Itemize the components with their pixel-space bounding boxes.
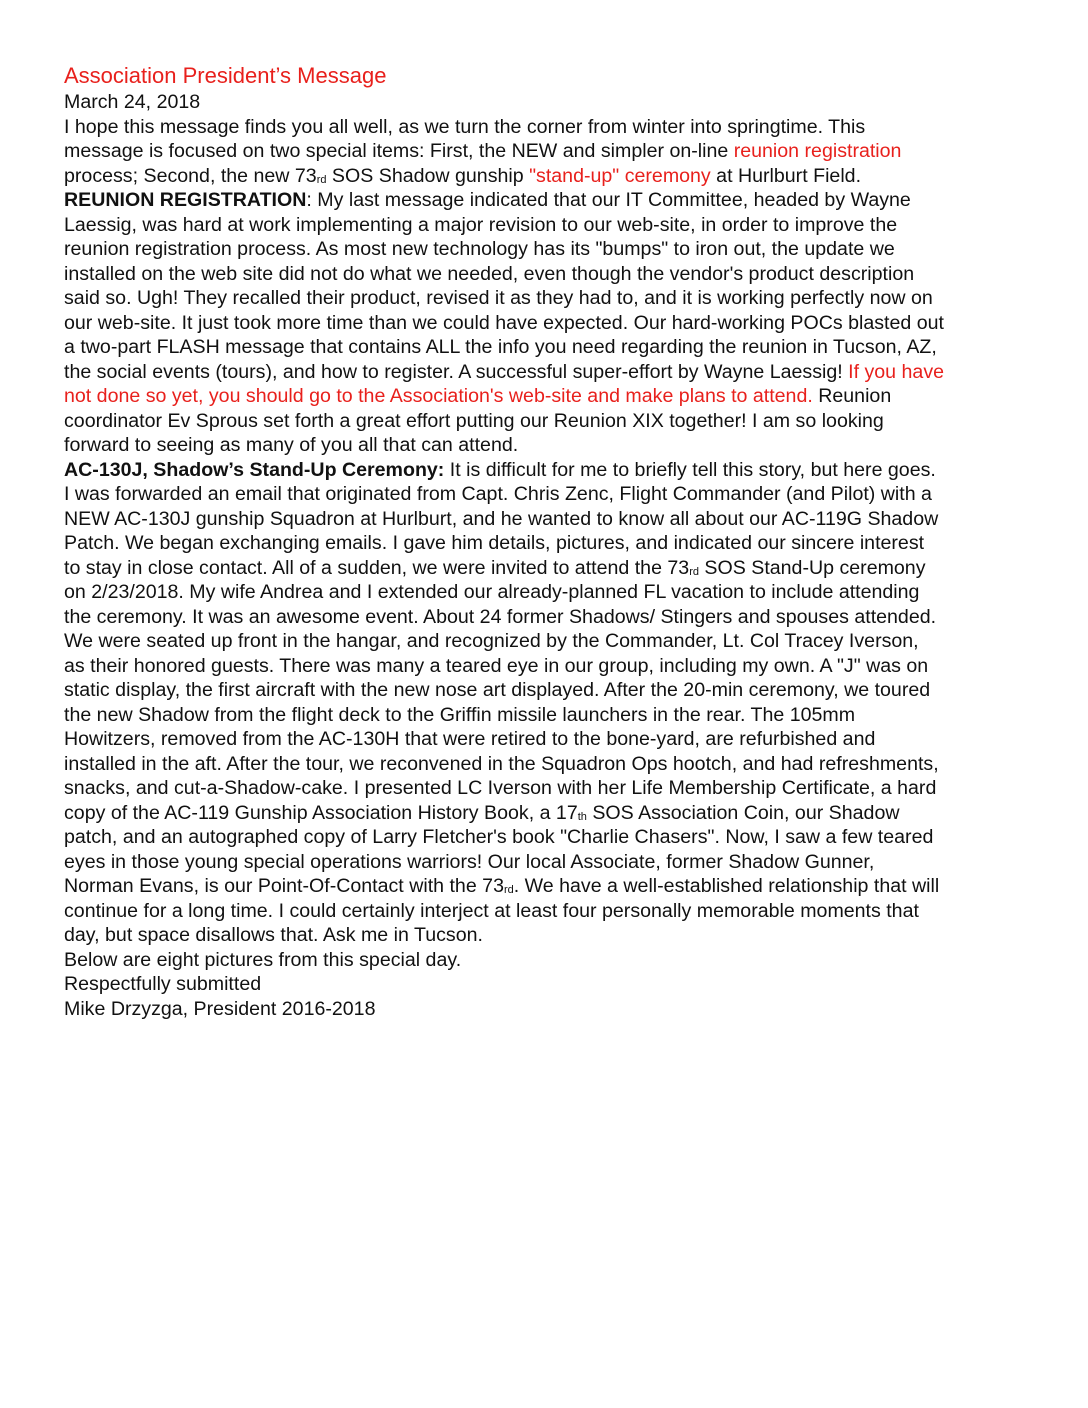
- ceremony-text: . We have a well-established relationship that will continue for a long time. I could certainly interject at least four personally memorable moments that day, but space disallows that. Ask me in Tucson.: [64, 875, 940, 946]
- reunion-heading: REUNION REGISTRATION: [64, 189, 307, 211]
- reunion-call-to-action: If you have not done so yet, you should go to the Association's web-site and make plans to attend.: [64, 360, 945, 407]
- message-date: March 24, 2018: [64, 91, 201, 113]
- ordinal-suffix: rd: [689, 565, 699, 578]
- president-message: [64, 62, 944, 1021]
- reunion-text: Reunion coordinator Ev Sprous set forth a great effort putting our Reunion XIX together! I am so looking forward to seeing as many of you all that can attend.: [64, 385, 892, 456]
- ceremony-paragraph: [64, 458, 944, 948]
- pictures-line: Below are eight pictures from this special day.: [64, 948, 462, 971]
- intro-text: SOS Shadow gunship: [326, 164, 530, 187]
- page-title: Association President’s Message: [64, 63, 387, 88]
- ceremony-text: SOS Association Coin, our Shadow patch, and an autographed copy of Larry Fletcher's book "Charlie Chasers". Now, I saw a few teared eyes in those young special operations warriors! Our local Associate, former Shadow Gunner, Norman Evans, is our Point-Of-Contact with the 73: [64, 801, 934, 897]
- ordinal-suffix: th: [577, 810, 587, 823]
- reunion-text: : My last message indicated that our IT Committee, headed by Wayne Laessig, was hard at work implementing a major revision to our web-site, in order to improve the reunion registration process. As most new technology has its "bumps" to iron out, the update we installed on the web site did not do what we needed, even though the vendor's product description said so. Ugh! They recalled their product, revised it as they had to, and it is working perfectly now on our web-site. It just took more time than we could have expected. Our hard-working POCs blasted out a two-part FLASH message that contains ALL the info you need regarding the reunion in Tucson, AZ, the social events (tours), and how to register. A successful super-effort by Wayne Laessig!: [64, 189, 944, 383]
- ceremony-heading: AC-130J, Shadow’s Stand-Up Ceremony:: [64, 458, 445, 481]
- ordinal-suffix: rd: [503, 884, 514, 896]
- intro-paragraph: [64, 115, 944, 189]
- reunion-paragraph: [64, 188, 944, 458]
- stand-up-ceremony-link[interactable]: "stand-up" ceremony: [529, 164, 711, 187]
- closing-line: Respectfully submitted: [64, 973, 262, 995]
- reunion-registration-link[interactable]: reunion registration: [733, 140, 902, 162]
- intro-text: at Hurlburt Field.: [710, 164, 862, 187]
- signature: Mike Drzyzga, President 2016-2018: [64, 997, 376, 1020]
- intro-text: I hope this message finds you all well, as we turn the corner from winter into springtime. This message is focused on two special items: First, the NEW and simpler on-line: [64, 115, 866, 162]
- ordinal-suffix: rd: [316, 173, 327, 186]
- ceremony-text: It is difficult for me to briefly tell this story, but here goes. I was forwarded an email that originated from Capt. Chris Zenc, Flight Commander (and Pilot) with a NEW AC-130J gunship Squadron at Hurlburt, and he wanted to know all about our AC-119G Shadow Patch. We began exchanging emails. I gave him details, pictures, and indicated our sincere interest to stay in close contact. All of a sudden, we were invited to attend the 73: [64, 458, 939, 579]
- ceremony-text: SOS Stand-Up ceremony on 2/23/2018. My wife Andrea and I extended our already-planned FL vacation to include attending the ceremony. It was an awesome event. About 24 former Shadows/ Stingers and spouses attended. We were seated up front in the hangar, and recognized by the Commander, Lt. Col Tracey Iverson, as their honored guests. There was many a teared eye in our group, including my own. A "J" was on static display, the first aircraft with the new nose art displayed. After the 20-min ceremony, we toured the new Shadow from the flight deck to the Griffin missile launchers in the rear. The 105mm Howitzers, removed from the AC-130H that were retired to the bone-yard, are refurbished and installed in the aft. After the tour, we reconvened in the Squadron Ops hootch, and had refreshments, snacks, and cut-a-Shadow-cake. I presented LC Iverson with her Life Membership Certificate, a hard copy of the AC-119 Gunship Association History Book, a 17: [64, 556, 939, 824]
- intro-text: process; Second, the new 73: [64, 164, 317, 187]
